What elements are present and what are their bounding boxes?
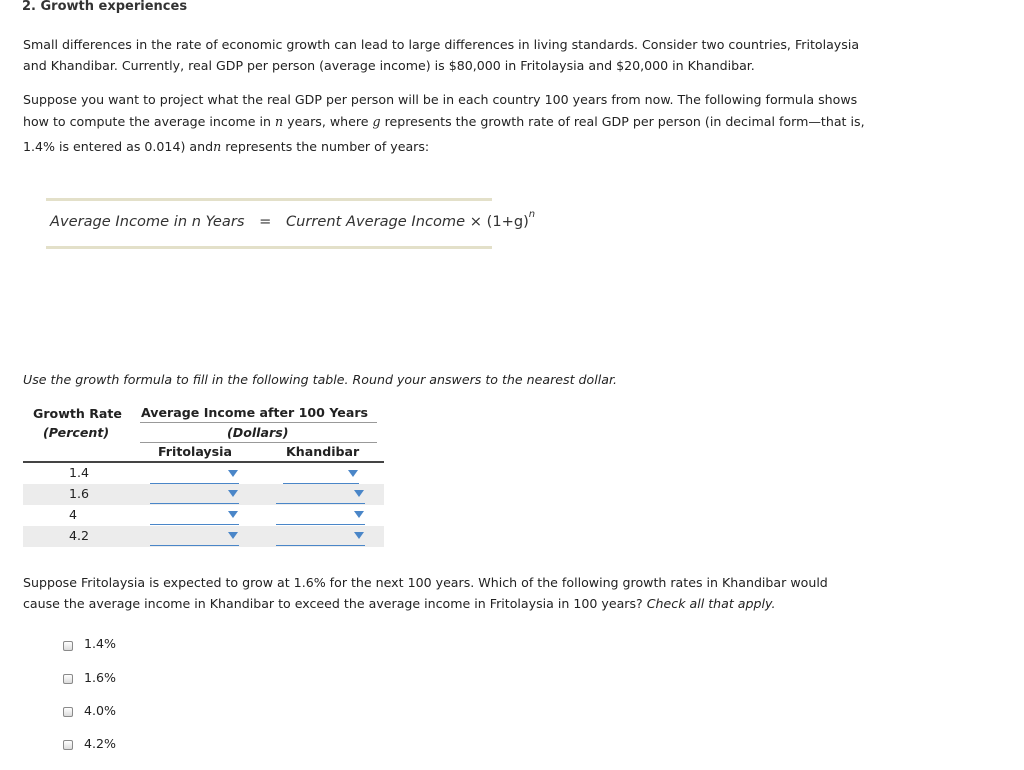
- khandibar-income-dropdown[interactable]: [276, 506, 365, 525]
- section-heading: 2. Growth experiences: [22, 0, 188, 14]
- g-variable: g: [372, 113, 381, 129]
- formula-lhs: Average Income in n Years: [50, 212, 245, 230]
- projection-text: years, where: [283, 113, 373, 129]
- chevron-down-icon: [354, 532, 364, 539]
- khandibar-income-dropdown[interactable]: [276, 527, 365, 546]
- khandibar-income-dropdown[interactable]: [276, 485, 365, 504]
- check-all-instruction: Check all that apply.: [646, 596, 776, 611]
- khandibar-column-header: Khandibar: [286, 444, 360, 459]
- projection-line-1: Suppose you want to project what the real GDP per person will be in each country 100 years from now. The following formula shows: [23, 92, 858, 107]
- chevron-down-icon: [228, 532, 238, 539]
- growth-rate-header: Growth Rate: [33, 406, 122, 421]
- growth-rate-value: 4: [69, 507, 78, 522]
- income-unit-rule: [140, 442, 377, 443]
- fritolaysia-income-dropdown[interactable]: [150, 527, 239, 546]
- formula-exponent: n: [528, 209, 536, 220]
- n-variable: n: [213, 139, 222, 154]
- growth-rate-unit: (Percent): [43, 425, 110, 440]
- intro-line-2: and Khandibar. Currently, real GDP per person (average income) is $80,000 in Fritolaysia and $20,000 in Khandibar.: [23, 58, 755, 73]
- growth-rate-value: 1.4: [69, 465, 90, 480]
- formula-rhs: Current Average Income: [285, 212, 466, 230]
- projection-text: represents the growth rate of real GDP per person (in decimal form—that is,: [380, 113, 865, 129]
- formula-times: ×: [469, 212, 482, 230]
- question-line-1: Suppose Fritolaysia is expected to grow at 1.6% for the next 100 years. Which of the following growth rates in Khandibar would: [23, 575, 828, 590]
- option-checkbox[interactable]: [63, 707, 73, 717]
- question-line-2: cause the average income in Khandibar to exceed the average income in Fritolaysia in 100 years?: [23, 596, 643, 611]
- question-paragraph: [23, 572, 903, 614]
- option-checkbox[interactable]: [63, 740, 73, 750]
- average-income-header: Average Income after 100 Years: [141, 405, 369, 420]
- intro-line-1: Small differences in the rate of economic growth can lead to large differences in living standards. Consider two countries, Fritolaysia: [23, 37, 860, 52]
- option-checkbox[interactable]: [63, 641, 73, 651]
- fritolaysia-income-dropdown[interactable]: [150, 465, 239, 484]
- fritolaysia-column-header: Fritolaysia: [158, 444, 232, 459]
- table-instruction: Use the growth formula to fill in the following table. Round your answers to the nearest dollar.: [23, 372, 617, 387]
- chevron-down-icon: [228, 511, 238, 518]
- growth-rate-value: 1.6: [69, 486, 90, 501]
- projection-text: represents the number of years:: [221, 139, 430, 154]
- chevron-down-icon: [354, 490, 364, 497]
- khandibar-income-dropdown[interactable]: [283, 465, 359, 484]
- option-checkbox[interactable]: [63, 674, 73, 684]
- chevron-down-icon: [228, 470, 238, 477]
- option-label: 4.0%: [84, 703, 116, 718]
- option-label: 4.2%: [84, 736, 116, 751]
- income-header-rule: [140, 422, 377, 423]
- n-variable: n: [275, 113, 284, 129]
- formula-paren: (1+g): [486, 212, 529, 230]
- option-label: 1.6%: [84, 670, 116, 685]
- projection-text: how to compute the average income in: [23, 113, 276, 129]
- option-label: 1.4%: [84, 636, 116, 651]
- chevron-down-icon: [228, 490, 238, 497]
- fritolaysia-income-dropdown[interactable]: [150, 485, 239, 504]
- fritolaysia-income-dropdown[interactable]: [150, 506, 239, 525]
- projection-text: 1.4% is entered as 0.014) and: [23, 139, 214, 154]
- growth-rate-value: 4.2: [69, 528, 90, 543]
- growth-formula: [50, 209, 536, 230]
- formula-equals: =: [259, 212, 272, 230]
- chevron-down-icon: [348, 470, 358, 477]
- projection-paragraph: [23, 89, 903, 158]
- average-income-unit: (Dollars): [227, 425, 289, 440]
- chevron-down-icon: [354, 511, 364, 518]
- intro-paragraph: [23, 34, 903, 76]
